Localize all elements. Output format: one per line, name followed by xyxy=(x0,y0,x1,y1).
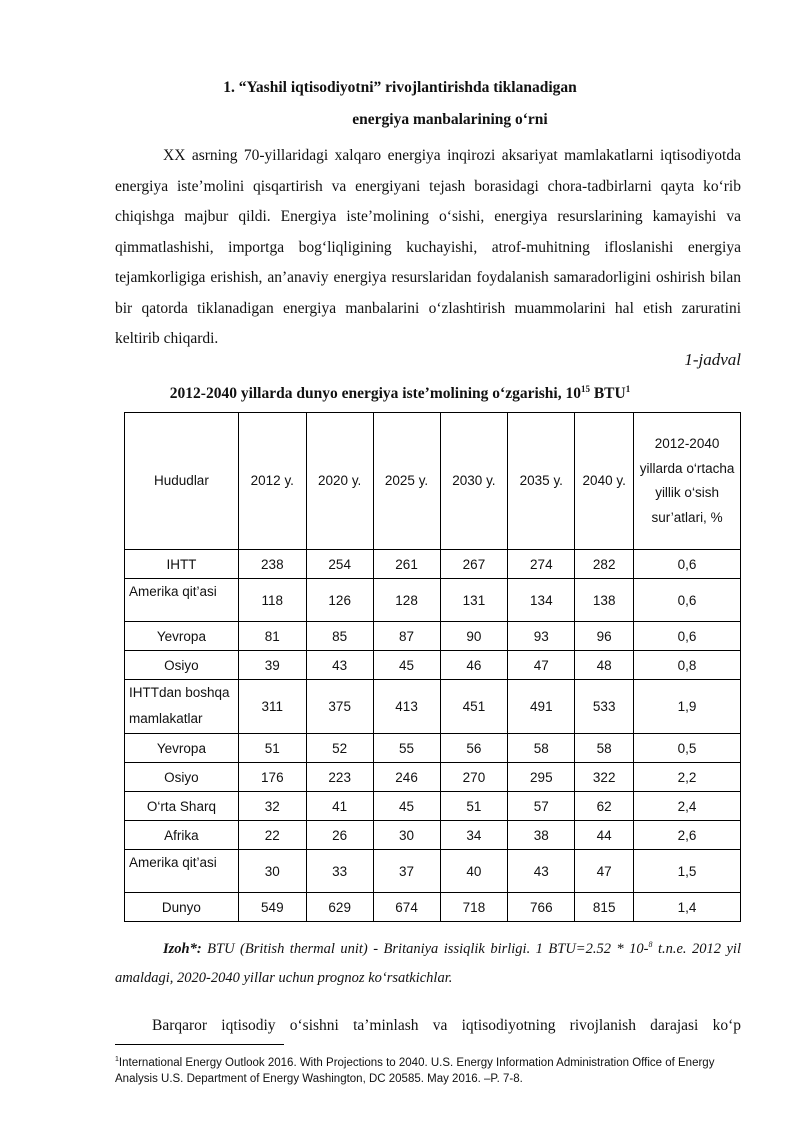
table-label: 1-jadval xyxy=(684,350,741,369)
value-cell: 270 xyxy=(440,763,508,792)
table-row xyxy=(125,680,741,734)
region-cell: Amerika qit’asi xyxy=(125,579,239,622)
value-cell: 30 xyxy=(238,850,306,893)
note-label: Izoh*: xyxy=(163,940,202,957)
section-heading-line1: 1. “Yashil iqtisodiyotni” rivojlantirishda tiklanadigan xyxy=(223,79,577,96)
region-cell: Afrika xyxy=(125,821,239,850)
value-cell: 254 xyxy=(306,550,373,579)
value-cell: 39 xyxy=(238,651,306,680)
value-cell: 52 xyxy=(306,734,373,763)
value-cell: 138 xyxy=(575,579,634,622)
value-cell: 30 xyxy=(373,821,440,850)
value-cell: 47 xyxy=(508,651,575,680)
value-cell: 451 xyxy=(440,680,508,734)
growth-cell: 0,8 xyxy=(634,651,741,680)
value-cell: 44 xyxy=(575,821,634,850)
value-cell: 32 xyxy=(238,792,306,821)
energy-consumption-table xyxy=(124,412,741,922)
value-cell: 766 xyxy=(508,893,575,922)
value-cell: 261 xyxy=(373,550,440,579)
value-cell: 51 xyxy=(238,734,306,763)
value-cell: 238 xyxy=(238,550,306,579)
intro-paragraph xyxy=(115,141,741,355)
value-cell: 48 xyxy=(575,651,634,680)
value-cell: 267 xyxy=(440,550,508,579)
value-cell: 46 xyxy=(440,651,508,680)
header-2040: 2040 y. xyxy=(575,413,634,550)
value-cell: 81 xyxy=(238,622,306,651)
value-cell: 413 xyxy=(373,680,440,734)
value-cell: 47 xyxy=(575,850,634,893)
table-row xyxy=(125,734,741,763)
value-cell: 375 xyxy=(306,680,373,734)
table-note xyxy=(115,930,741,993)
growth-cell: 1,5 xyxy=(634,850,741,893)
value-cell: 56 xyxy=(440,734,508,763)
note-text-part2: t.n.e. 2012 yil amaldagi, 2020-2040 yillar uchun prognoz ko‘rsatkichlar. xyxy=(115,940,741,986)
region-cell: Dunyo xyxy=(125,893,239,922)
footnote-divider xyxy=(115,1044,284,1045)
growth-cell: 2,6 xyxy=(634,821,741,850)
value-cell: 90 xyxy=(440,622,508,651)
table-caption xyxy=(0,384,800,403)
table-row xyxy=(125,893,741,922)
header-2030: 2030 y. xyxy=(440,413,508,550)
value-cell: 134 xyxy=(508,579,575,622)
value-cell: 62 xyxy=(575,792,634,821)
region-cell: Osiyo xyxy=(125,651,239,680)
value-cell: 223 xyxy=(306,763,373,792)
closing-paragraph-text: Barqaror iqtisodiy o‘sishni ta’minlash va iqtisodiyotning rivojlanish darajasi ko‘p xyxy=(152,1017,741,1034)
value-cell: 87 xyxy=(373,622,440,651)
value-cell: 43 xyxy=(508,850,575,893)
value-cell: 629 xyxy=(306,893,373,922)
closing-paragraph xyxy=(115,1017,741,1035)
value-cell: 118 xyxy=(238,579,306,622)
footnote-text: International Energy Outlook 2016. With Projections to 2040. U.S. Energy Information Administration Office of Energy Analysis U.S. Department of Energy Washington, DC 20585. May 2016. –P. 7-8. xyxy=(115,1056,715,1085)
value-cell: 55 xyxy=(373,734,440,763)
header-2020: 2020 y. xyxy=(306,413,373,550)
value-cell: 295 xyxy=(508,763,575,792)
table-row xyxy=(125,850,741,893)
growth-cell: 1,4 xyxy=(634,893,741,922)
region-cell: IHTTdan boshqa mamlakatlar xyxy=(125,680,239,734)
growth-cell: 0,6 xyxy=(634,550,741,579)
value-cell: 176 xyxy=(238,763,306,792)
table-caption-exponent: 15 xyxy=(580,384,590,394)
value-cell: 282 xyxy=(575,550,634,579)
value-cell: 40 xyxy=(440,850,508,893)
growth-cell: 0,6 xyxy=(634,579,741,622)
header-2012: 2012 y. xyxy=(238,413,306,550)
value-cell: 274 xyxy=(508,550,575,579)
table-header-row xyxy=(125,413,741,550)
value-cell: 51 xyxy=(440,792,508,821)
table-caption-footnote-ref: 1 xyxy=(625,384,631,394)
value-cell: 246 xyxy=(373,763,440,792)
header-2025: 2025 y. xyxy=(373,413,440,550)
value-cell: 57 xyxy=(508,792,575,821)
value-cell: 37 xyxy=(373,850,440,893)
table-caption-unit: BTU xyxy=(589,385,626,403)
value-cell: 674 xyxy=(373,893,440,922)
region-cell: Yevropa xyxy=(125,734,239,763)
table-row xyxy=(125,821,741,850)
table-row xyxy=(125,622,741,651)
table-row xyxy=(125,651,741,680)
header-growth-rate: 2012-2040 yillarda o‘rtacha yillik o‘sish sur’atlari, % xyxy=(634,413,741,550)
header-region: Hududlar xyxy=(125,413,239,550)
value-cell: 45 xyxy=(373,651,440,680)
value-cell: 26 xyxy=(306,821,373,850)
value-cell: 85 xyxy=(306,622,373,651)
region-cell: Osiyo xyxy=(125,763,239,792)
table-caption-text: 2012-2040 yillarda dunyo energiya iste’molining o‘zgarishi, 10 xyxy=(169,385,581,403)
value-cell: 311 xyxy=(238,680,306,734)
value-cell: 322 xyxy=(575,763,634,792)
value-cell: 41 xyxy=(306,792,373,821)
growth-cell: 0,6 xyxy=(634,622,741,651)
value-cell: 22 xyxy=(238,821,306,850)
value-cell: 815 xyxy=(575,893,634,922)
value-cell: 126 xyxy=(306,579,373,622)
value-cell: 34 xyxy=(440,821,508,850)
region-cell: IHTT xyxy=(125,550,239,579)
value-cell: 93 xyxy=(508,622,575,651)
value-cell: 45 xyxy=(373,792,440,821)
growth-cell: 2,4 xyxy=(634,792,741,821)
value-cell: 33 xyxy=(306,850,373,893)
value-cell: 96 xyxy=(575,622,634,651)
growth-cell: 0,5 xyxy=(634,734,741,763)
value-cell: 549 xyxy=(238,893,306,922)
table-row xyxy=(125,792,741,821)
table-row xyxy=(125,550,741,579)
value-cell: 491 xyxy=(508,680,575,734)
value-cell: 38 xyxy=(508,821,575,850)
value-cell: 131 xyxy=(440,579,508,622)
growth-cell: 1,9 xyxy=(634,680,741,734)
footnote-number: 1 xyxy=(115,1056,119,1063)
region-cell: O‘rta Sharq xyxy=(125,792,239,821)
growth-cell: 2,2 xyxy=(634,763,741,792)
table-row xyxy=(125,763,741,792)
value-cell: 58 xyxy=(575,734,634,763)
table-row xyxy=(125,579,741,622)
value-cell: 533 xyxy=(575,680,634,734)
intro-paragraph-text: XX asrning 70-yillaridagi xalqaro energiya inqirozi aksariyat mamlakatlarni iqtisodiyotda energiya iste’molini qisqartirish va energiyani tejash borasidagi chora-tadbirlarni qayta ko‘rib chiqishga majbur qildi. Energiya iste’molining o‘sishi, energiya resurslarining kamayishi va qimmatlashishi, importga bog‘liqligining kuchayishi, atrof-muhitning ifloslanishi energiya tejamkorligiga erishish, an’anaviy energiya resurslaridan foydalanish samaradorligini oshirish bilan bir qatorda tiklanadigan energiya manbalarini o‘zlashtirish muammolarini hal etish zaruratini keltirib chiqardi. xyxy=(115,147,741,347)
footnote xyxy=(115,1052,741,1087)
note-text-part1: BTU (British thermal unit) - Britaniya issiqlik birligi. 1 BTU=2.52 * 10- xyxy=(201,940,649,957)
header-2035: 2035 y. xyxy=(508,413,575,550)
value-cell: 43 xyxy=(306,651,373,680)
value-cell: 128 xyxy=(373,579,440,622)
value-cell: 58 xyxy=(508,734,575,763)
note-exponent: 8 xyxy=(648,940,653,949)
region-cell: Yevropa xyxy=(125,622,239,651)
region-cell: Amerika qit’asi xyxy=(125,850,239,893)
section-heading-line2: energiya manbalarining o‘rni xyxy=(352,111,548,128)
value-cell: 718 xyxy=(440,893,508,922)
